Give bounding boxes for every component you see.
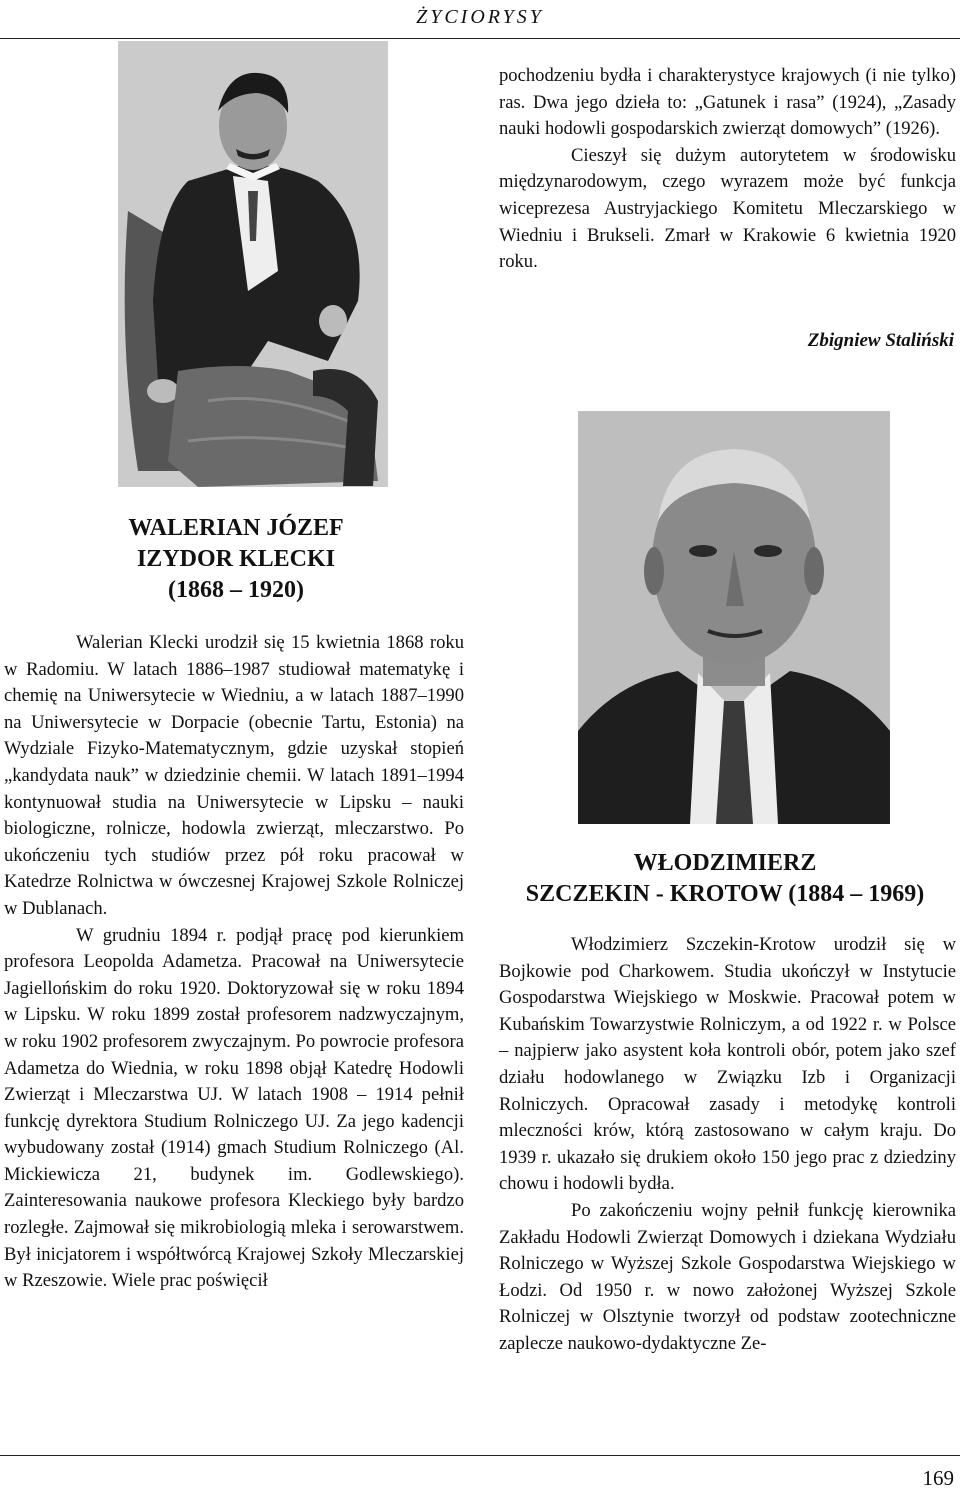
biography-heading-klecki	[0, 513, 472, 606]
heading-line: WALERIAN JÓZEF	[128, 515, 344, 541]
heading-line: WŁODZIMIERZ	[633, 850, 817, 876]
paragraph: Cieszył się dużym autorytetem w środowisku międzynarodowym, czego wyrazem może być funkcja wiceprezesa Austryjackiego Komitetu Mleczarskiego w Wiedniu i Brukseli. Zmarł w Krakowie 6 kwietnia 1920 roku.	[499, 144, 956, 273]
portrait-photo-szczekin-krotow	[578, 411, 890, 824]
paragraph: Włodzimierz Szczekin-Krotow urodził się w Bojkowie pod Charkowem. Studia ukończył w Instytucie Gospodarstwa Wiejskiego w Moskwie. Pracował potem w Kubańskim Towarzystwie Rolniczym, a od 1922 r. w Polsce – najpierw jako asystent koła kontroli obór, potem jako szef działu hodowlanego w Związku Izb i Organizacji Rolniczych. Opracował zasady i metodykę kontroli mleczności krów, którą zastosowano w całym kraju. Do 1939 r. ukazało się drukiem około 150 jego prac z dziedziny chowu i hodowli bydła.	[499, 934, 956, 1195]
header-rule	[0, 38, 960, 39]
paragraph: W grudniu 1894 r. podjął pracę pod kierunkiem profesora Leopolda Adametza. Pracował na Uniwersytecie Jagiellońskim do roku 1920. Doktoryzował się w roku 1894 w Lipsku. W roku 1899 został profesorem nadzwyczajnym, w roku 1902 profesorem zwyczajnym. Po powrocie profesora Adametza do Wiednia, w roku 1898 objął Katedrę Hodowli Zwierząt i Mleczarstwa UJ. W latach 1908 – 1914 pełnił funkcję dyrektora Studium Rolniczego UJ. Za jego kadencji wybudowany został (1914) gmach Studium Rolniczego (Al. Mickiewicza 21, budynek im. Godlewskiego). Zainteresowania naukowe profesora Kleckiego były bardzo rozległe. Zajmował się mikrobiologią mleka i serowarstwem. Był inicjatorem i współtwórcą Krajowej Szkoły Mleczarskiej w Rzeszowie. Wiele prac poświęcił	[4, 924, 464, 1292]
running-header	[0, 0, 960, 40]
footer-rule	[0, 1455, 960, 1456]
section-title: ŻYCIORYSY	[416, 6, 544, 28]
heading-line: IZYDOR KLECKI	[136, 546, 336, 572]
paragraph: Po zakończeniu wojny pełnił funkcję kierownika Zakładu Hodowli Zwierząt Domowych i dziekana Wydziału Rolniczego w Wyższej Szkole Gospodarstwa Wiejskiego w Łodzi. Od 1950 r. w nowo założonej Wyższej Szkole Rolniczej w Olsztynie tworzył od podstaw zootechniczne zaplecze naukowo-dydaktyczne Ze-	[499, 1199, 956, 1354]
article-author: Zbigniew Staliński	[807, 330, 954, 351]
heading-line: (1868 – 1920)	[168, 577, 304, 603]
szczekin-krotow-biography-text	[499, 932, 956, 1358]
klecki-biography-text	[4, 630, 464, 1295]
paragraph: pochodzeniu bydła i charakterystyce krajowych (i nie tylko) ras. Dwa jego dzieła to: „Gatunek i rasa” (1924), „Zasady nauki hodowli gospodarskich zwierząt domowych” (1926).	[499, 65, 956, 140]
right-column-top-text	[499, 63, 956, 276]
paragraph: Walerian Klecki urodził się 15 kwietnia 1868 roku w Radomiu. W latach 1886–1987 studiował matematykę i chemię na Uniwersytecie w Wiedniu, a w latach 1887–1990 na Uniwersytecie w Dorpacie (obecnie Tartu, Estonia) na Wydziale Fizyko-Matematycznym, gdzie uzyskał stopień „kandydata nauk” w dziedzinie chemii. W latach 1891–1994 kontynuował studia na Uniwersytecie w Lipsku – nauki biologiczne, rolnicze, hodowla zwierząt, mleczarstwo. Po ukończeniu tych studiów przez pół roku pracował w Katedrze Rolnictwa w ówczesnej Krajowej Szkole Rolniczej w Dublanach.	[4, 632, 464, 919]
heading-line: SZCZEKIN - KROTOW (1884 – 1969)	[525, 881, 925, 907]
portrait-photo-klecki	[118, 41, 388, 487]
biography-heading-szczekin-krotow	[490, 848, 960, 910]
page-number: 169	[922, 1466, 954, 1490]
